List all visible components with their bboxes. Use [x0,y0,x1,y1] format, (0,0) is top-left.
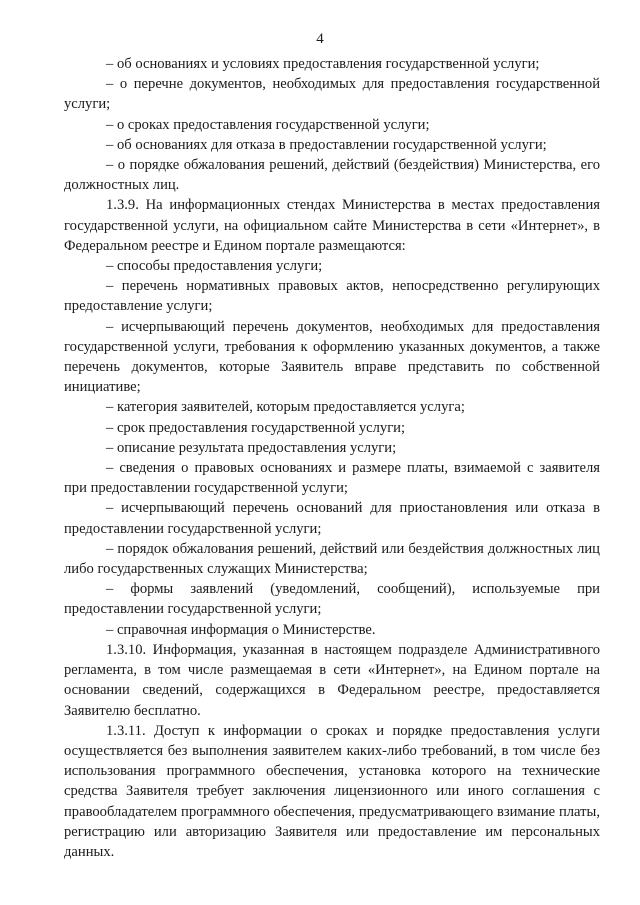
list-item-result-description: – описание результата предоставления услуги; [106,439,397,456]
clause-1-3-11: 1.3.11. Доступ к информации о сроках и порядке предоставления услуги осуществляется без выполнения заявителем каких-либо требований, в том числе без использования программного обеспечения, установка которого на технические средства Заявителя требует заключения лицензионного или иного соглашения с правообладателем программного обеспечения, предусматривающего взимание платы, регистрацию или авторизацию Заявителя или предоставление им персональных данных. [64,722,600,860]
list-item-documents: – о перечне документов, необходимых для предоставления государственной услуги; [64,76,600,113]
list-item-required-documents: – исчерпывающий перечень документов, необходимых для предоставления государственной услуги, требования к оформлению указанных документов, а также перечень документов, которые Заявитель вправе представить по собственной инициативе; [64,318,600,396]
list-item-appeal-officials: – порядок обжалования решений, действий или бездействия должностных лиц либо государственных служащих Министерства; [64,540,600,578]
document-body [64,54,600,862]
page-number: 4 [316,31,324,47]
list-item-appeal-procedure: – о порядке обжалования решений, действий (бездействия) Министерства, его должностных лиц. [64,157,600,194]
list-item-reference-info: – справочная информация о Министерстве. [106,621,376,638]
clause-1-3-10: 1.3.10. Информация, указанная в настоящем подразделе Административного регламента, в том числе размещаемая в сети «Интернет», на Едином портале на основании сведений, содержащихся в Федеральном реестре, предоставляется Заявителю бесплатно. [64,641,600,719]
list-item-grounds-conditions: – об основаниях и условиях предоставления государственной услуги; [106,56,540,72]
list-item-service-methods: – способы предоставления услуги; [106,258,323,275]
list-item-refusal-grounds: – об основаниях для отказа в предоставлении государственной услуги; [106,136,547,153]
list-item-service-term: – срок предоставления государственной услуги; [106,419,406,436]
list-item-legal-acts: – перечень нормативных правовых актов, непосредственно регулирующих предоставление услуги; [64,278,600,315]
list-item-fee-info: – сведения о правовых основаниях и размере платы, взимаемой с заявителя при предоставлении государственной услуги; [64,460,600,497]
list-item-application-forms: – формы заявлений (уведомлений, сообщений), используемые при предоставлении государственной услуги; [64,581,600,618]
list-item-deadlines: – о сроках предоставления государственной услуги; [106,116,430,133]
list-item-suspension-grounds: – исчерпывающий перечень оснований для приостановления или отказа в предоставлении государственной услуги; [64,500,600,537]
clause-1-3-9: 1.3.9. На информационных стендах Министерства в местах предоставления государственной услуги, на официальном сайте Министерства в сети «Интернет», в Федеральном реестре и Едином портале размещаются: [64,197,600,254]
list-item-applicant-category: – категория заявителей, которым предоставляется услуга; [106,399,465,416]
